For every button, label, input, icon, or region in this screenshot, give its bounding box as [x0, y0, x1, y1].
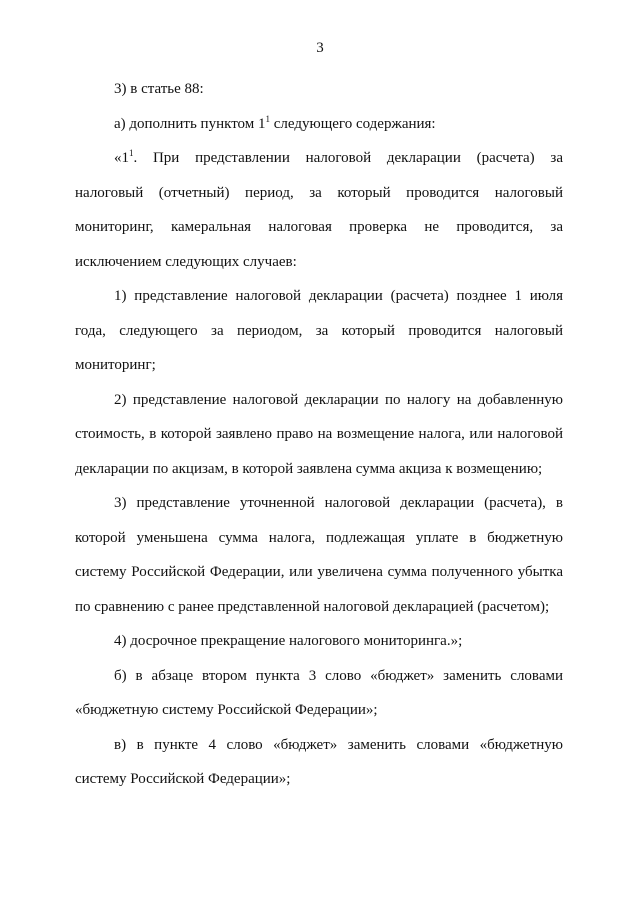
paragraph-point-1-1	[75, 141, 563, 279]
paragraph-point-1-1-start: «1	[114, 150, 129, 166]
paragraph-add-point	[75, 107, 563, 142]
superscript-index: 1	[265, 113, 271, 124]
paragraph-article-88: 3) в статье 88:	[114, 81, 204, 97]
paragraph-add-point-text-end: следующего содержания:	[270, 115, 436, 132]
paragraph-b: б) в абзаце втором пункта 3 слово «бюджет» заменить словами «бюджетную систему Российской Федерации»;	[75, 667, 563, 718]
paragraph-case-4: 4) досрочное прекращение налогового мониторинга.»;	[114, 633, 463, 649]
paragraph-case-3: 3) представление уточненной налоговой декларации (расчета), в которой уменьшена сумма налога, подлежащая уплате в бюджетную систему Российской Федерации, или увеличена сумма полученного убытка по сравнению с ранее представленной налоговой декларацией (расчетом);	[75, 495, 563, 615]
paragraph-case-1: 1) представление налоговой декларации (расчета) позднее 1 июля года, следующего за периодом, за который проводится налоговый мониторинг;	[75, 288, 563, 373]
paragraph-v: в) в пункте 4 слово «бюджет» заменить словами «бюджетную систему Российской Федерации»;	[75, 736, 563, 787]
paragraph-add-point-text: а) дополнить пунктом 1	[114, 115, 266, 132]
paragraph-case-2: 2) представление налоговой декларации по налогу на добавленную стоимость, в которой заявлено право на возмещение налога, или налоговой декларации по акцизам, в которой заявлена сумма акциза к возмещению;	[75, 391, 563, 477]
superscript-index: 1	[129, 148, 134, 158]
page-number: 3	[316, 40, 324, 56]
document-body	[75, 72, 563, 797]
paragraph-point-1-1-text: . При представлении налоговой декларации (расчета) за налоговый (отчетный) период, за который проводится налоговый мониторинг, камеральная налоговая проверка не проводится, за исключением следующих случаев:	[75, 150, 563, 270]
